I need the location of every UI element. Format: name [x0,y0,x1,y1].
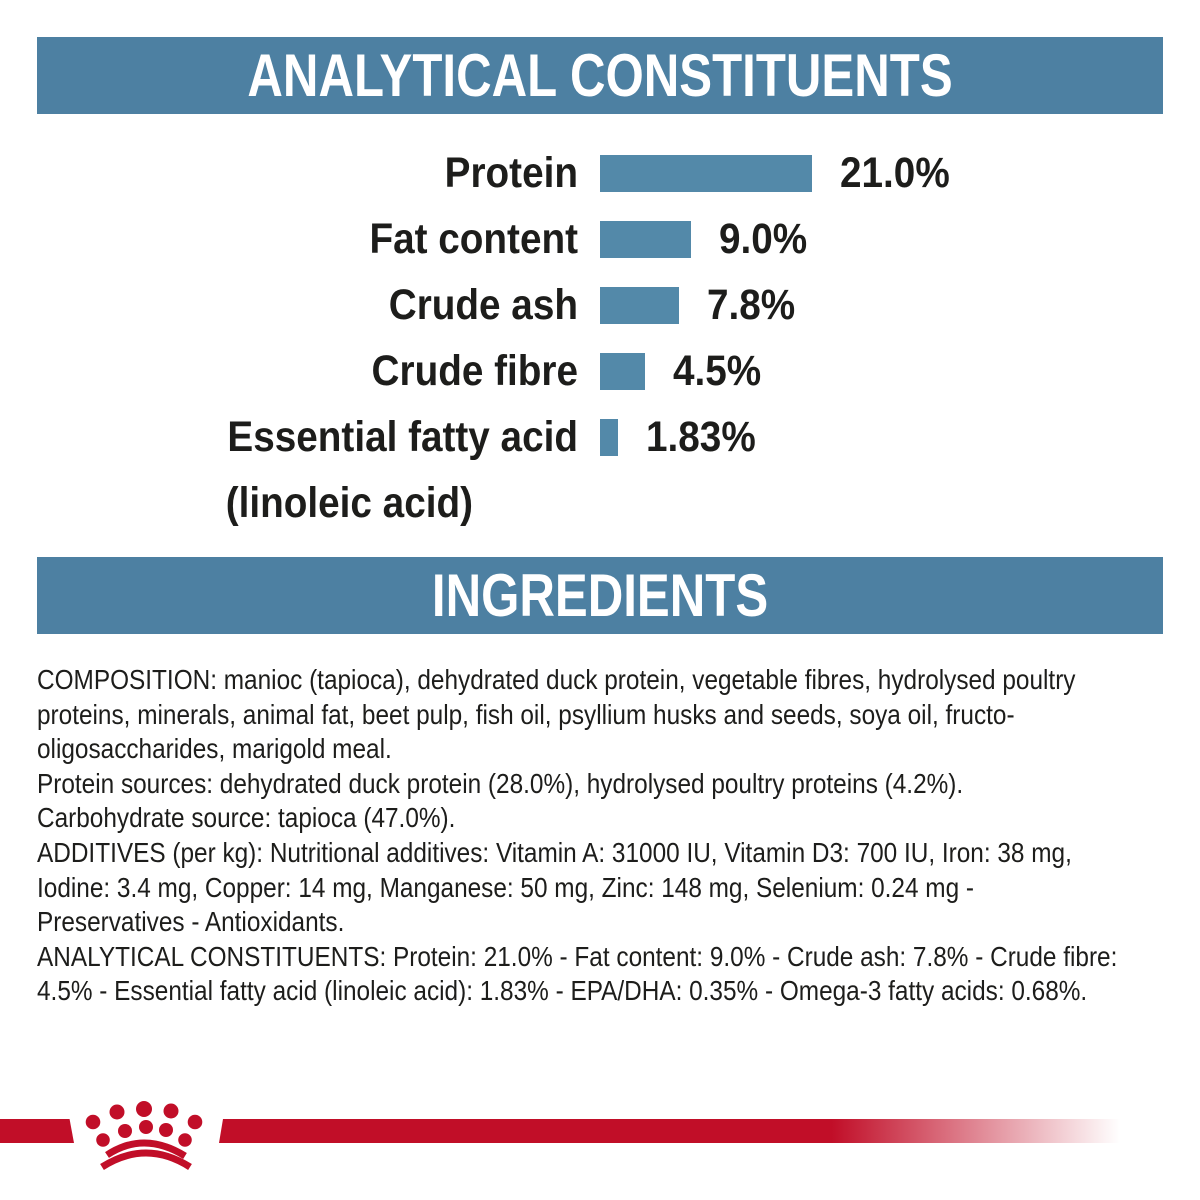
red-divider-line-right [219,1119,1120,1143]
text-line: Preservatives - Antioxidants. [37,906,345,938]
bar-label-crude-fibre: Crude fibre [371,346,578,395]
chart-row [0,404,1200,470]
bar-value-essential-fatty-acid: 1.83% [646,412,756,461]
label-linoleic-acid-note: (linoleic acid) [225,478,473,527]
text-line: Iodine: 3.4 mg, Copper: 14 mg, Manganese: 50 mg, Zinc: 148 mg, Selenium: 0.24 mg - [37,871,975,903]
bar-crude-fibre [600,353,645,390]
bar-label-crude-ash: Crude ash [388,280,578,329]
bar-essential-fatty-acid [600,419,618,456]
ingredients-text-block [37,663,1163,1009]
royal-canin-crown-logo [78,1100,210,1172]
analytical-constituents-title: ANALYTICAL CONSTITUENTS [247,42,953,109]
bar-crude-ash [600,287,679,324]
red-divider-line-left [0,1119,74,1143]
bar-label-essential-fatty-acid: Essential fatty acid [227,412,579,461]
text-line: Protein sources: dehydrated duck protein (28.0%), hydrolysed poultry proteins (4.2%). [37,767,964,799]
text-line: oligosaccharides, marigold meal. [37,733,392,765]
analytical-constituents-bar-chart [0,140,1200,540]
text-line: ADDITIVES (per kg): Nutritional additives: Vitamin A: 31000 IU, Vitamin D3: 700 IU, Iron: 38 mg, [37,836,1072,868]
bar-label-fat-content: Fat content [369,214,578,263]
ingredients-title: INGREDIENTS [431,562,769,629]
chart-row [0,470,1200,536]
text-line: COMPOSITION: manioc (tapioca), dehydrated duck protein, vegetable fibres, hydrolysed poultry [37,664,1076,695]
text-line: proteins, minerals, animal fat, beet pulp, fish oil, psyllium husks and seeds, soya oil, fructo- [37,698,1015,730]
crown-arcs [102,1143,190,1167]
analytical-constituents-band [37,37,1163,114]
bar-protein [600,155,812,192]
bar-value-protein: 21.0% [840,148,950,197]
chart-row [0,272,1200,338]
bar-value-fat-content: 9.0% [719,214,808,263]
bar-label-protein: Protein [444,148,578,197]
chart-row [0,140,1200,206]
ingredients-band [37,557,1163,634]
bar-value-crude-ash: 7.8% [707,280,796,329]
text-line: 4.5% - Essential fatty acid (linoleic acid): 1.83% - EPA/DHA: 0.35% - Omega-3 fatty acids: 0.68%. [37,975,1088,1007]
chart-row [0,206,1200,272]
chart-row [0,338,1200,404]
bar-fat-content [600,221,691,258]
text-line: Carbohydrate source: tapioca (47.0%). [37,802,456,834]
bar-value-crude-fibre: 4.5% [673,346,762,395]
text-line: ANALYTICAL CONSTITUENTS: Protein: 21.0% - Fat content: 9.0% - Crude ash: 7.8% - Crude fibre: [37,940,1118,972]
